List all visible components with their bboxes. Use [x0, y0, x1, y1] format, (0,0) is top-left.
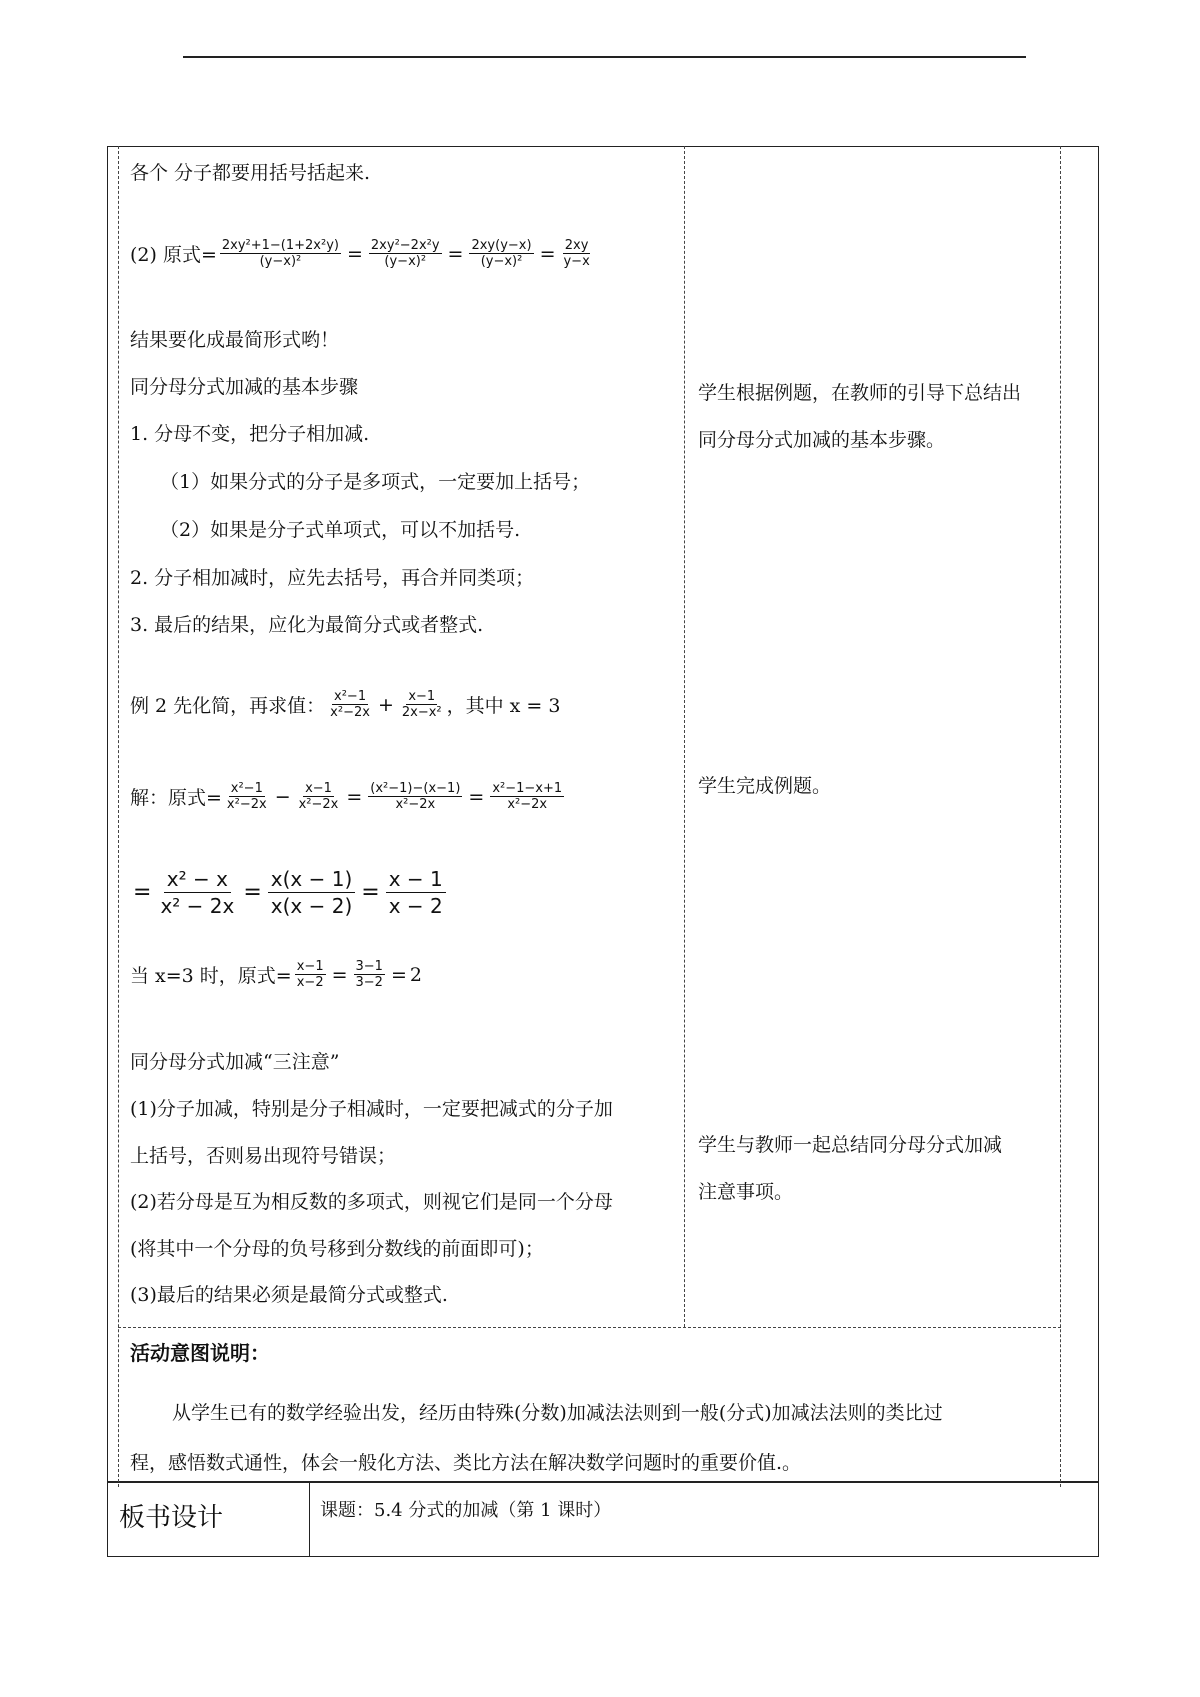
right-note-3a: 学生与教师一起总结同分母分式加减 — [698, 1134, 1003, 1156]
evaluation-equation — [130, 959, 422, 990]
fraction: $\frac{\text{(x²−1)−(x−1)}}{\text{x²−2x}}$ — [370, 781, 461, 812]
equals-sign: = — [361, 880, 380, 905]
equals-sign: = — [468, 785, 485, 808]
intent-title: 活动意图说明： — [130, 1341, 270, 1365]
solution-label: 解：原式= — [130, 787, 222, 809]
step-2: 2. 分子相加减时，应先去括号，再合并同类项； — [130, 567, 535, 589]
caution-3: (3)最后的结果必须是最简分式或整式. — [130, 1284, 448, 1306]
fraction: $\frac{x-1}{x-2}$ — [296, 959, 324, 990]
fraction: $\frac{\text{2xy²+1−(1+2x²y)}}{\text{(y−x)²}}$ — [221, 238, 339, 269]
fraction: $\frac{\text{x² − x}}{\text{x² − 2x}}$ — [160, 867, 235, 918]
equals-sign: = — [346, 242, 363, 265]
cautions-title: 同分母分式加减“三注意” — [130, 1051, 340, 1073]
caution-1a: (1)分子加减，特别是分子相减时，一定要把减式的分子加 — [130, 1098, 613, 1120]
row-divider — [118, 1327, 1061, 1328]
plus-sign: + — [377, 693, 394, 716]
example1-part2-equation — [130, 238, 595, 269]
caution-2a: (2)若分母是互为相反数的多项式，则视它们是同一个分母 — [130, 1191, 613, 1213]
fraction: $\frac{\text{x²−1}}{\text{x²−2x}}$ — [330, 689, 370, 720]
evaluation-label: 当 x=3 时，原式= — [130, 965, 292, 987]
note-simplify: 结果要化成最简形式哟！ — [130, 329, 340, 351]
fraction: $\frac{2xy(y-x)}{\text{(y−x)²}}$ — [471, 238, 532, 269]
example2-equation — [130, 689, 560, 720]
equals-sign: = — [133, 880, 152, 905]
step-1: 1. 分母不变，把分子相加减. — [130, 423, 370, 445]
board-divider — [309, 1482, 310, 1557]
fraction: $\frac{\text{2xy²−2x²y}}{\text{(y−x)²}}$ — [370, 238, 440, 269]
equals-sign: = — [447, 242, 464, 265]
header-rule — [183, 56, 1026, 58]
right-note-2: 学生完成例题。 — [698, 775, 832, 797]
caution-1b: 上括号，否则易出现符号错误； — [130, 1145, 397, 1167]
steps-title: 同分母分式加减的基本步骤 — [130, 376, 359, 398]
step-1b: （2）如果是分子式单项式，可以不加括号. — [160, 519, 521, 541]
solution-simplification — [130, 866, 449, 919]
fraction: $\frac{2xy}{y-x}$ — [563, 238, 590, 269]
fraction: $\frac{\text{x²−1}}{\text{x²−2x}}$ — [226, 781, 267, 812]
equals-sign: = — [390, 963, 407, 986]
board-topic: 课题：5.4 分式的加减（第 1 课时） — [320, 1500, 612, 1521]
column-divider — [684, 146, 685, 1327]
evaluation-result: 2 — [409, 963, 422, 986]
example2-condition: ，其中 x = 3 — [446, 695, 561, 717]
right-note-1b: 同分母分式加减的基本步骤。 — [698, 429, 946, 451]
minus-sign: − — [274, 785, 291, 808]
solution-equation — [130, 781, 567, 812]
intent-paragraph-1: 从学生已有的数学经验出发，经历由特殊(分数)加减法法则到一般(分式)加减法法则的类比过 — [172, 1402, 943, 1424]
right-note-1a: 学生根据例题，在教师的引导下总结出 — [698, 382, 1022, 404]
equals-sign: = — [243, 880, 262, 905]
equals-sign: = — [331, 963, 348, 986]
example2-label: 例 2 先化简，再求值： — [130, 695, 326, 717]
fraction: $\frac{x(x - 1)}{x(x - 2)}$ — [268, 866, 355, 919]
fraction: $\frac{x - 1}{x - 2}$ — [386, 866, 446, 919]
fraction: $\frac{\text{x²−1−x+1}}{\text{x²−2x}}$ — [492, 781, 563, 812]
right-note-3b: 注意事项。 — [698, 1181, 794, 1203]
fraction: $\frac{3-1}{3-2}$ — [355, 959, 383, 990]
intent-paragraph-2: 程，感悟数式通性，体会一般化方法、类比方法在解决数学问题时的重要价值.。 — [130, 1452, 802, 1474]
step-3: 3. 最后的结果，应化为最简分式或者整式. — [130, 614, 484, 636]
note-parentheses: 各个 分子都要用括号括起来. — [130, 162, 371, 184]
caution-2b: (将其中一个分母的负号移到分数线的前面即可)； — [130, 1238, 544, 1260]
fraction: $\frac{x-1}{\text{2x−x²}}$ — [401, 689, 442, 720]
eq-label: (2) 原式= — [130, 244, 217, 266]
board-design-label: 板书设计 — [119, 1503, 224, 1533]
equals-sign: = — [539, 242, 556, 265]
equals-sign: = — [346, 785, 363, 808]
step-1a: （1）如果分式的分子是多项式，一定要加上括号； — [160, 471, 591, 493]
fraction: $\frac{x-1}{\text{x²−2x}}$ — [298, 781, 339, 812]
